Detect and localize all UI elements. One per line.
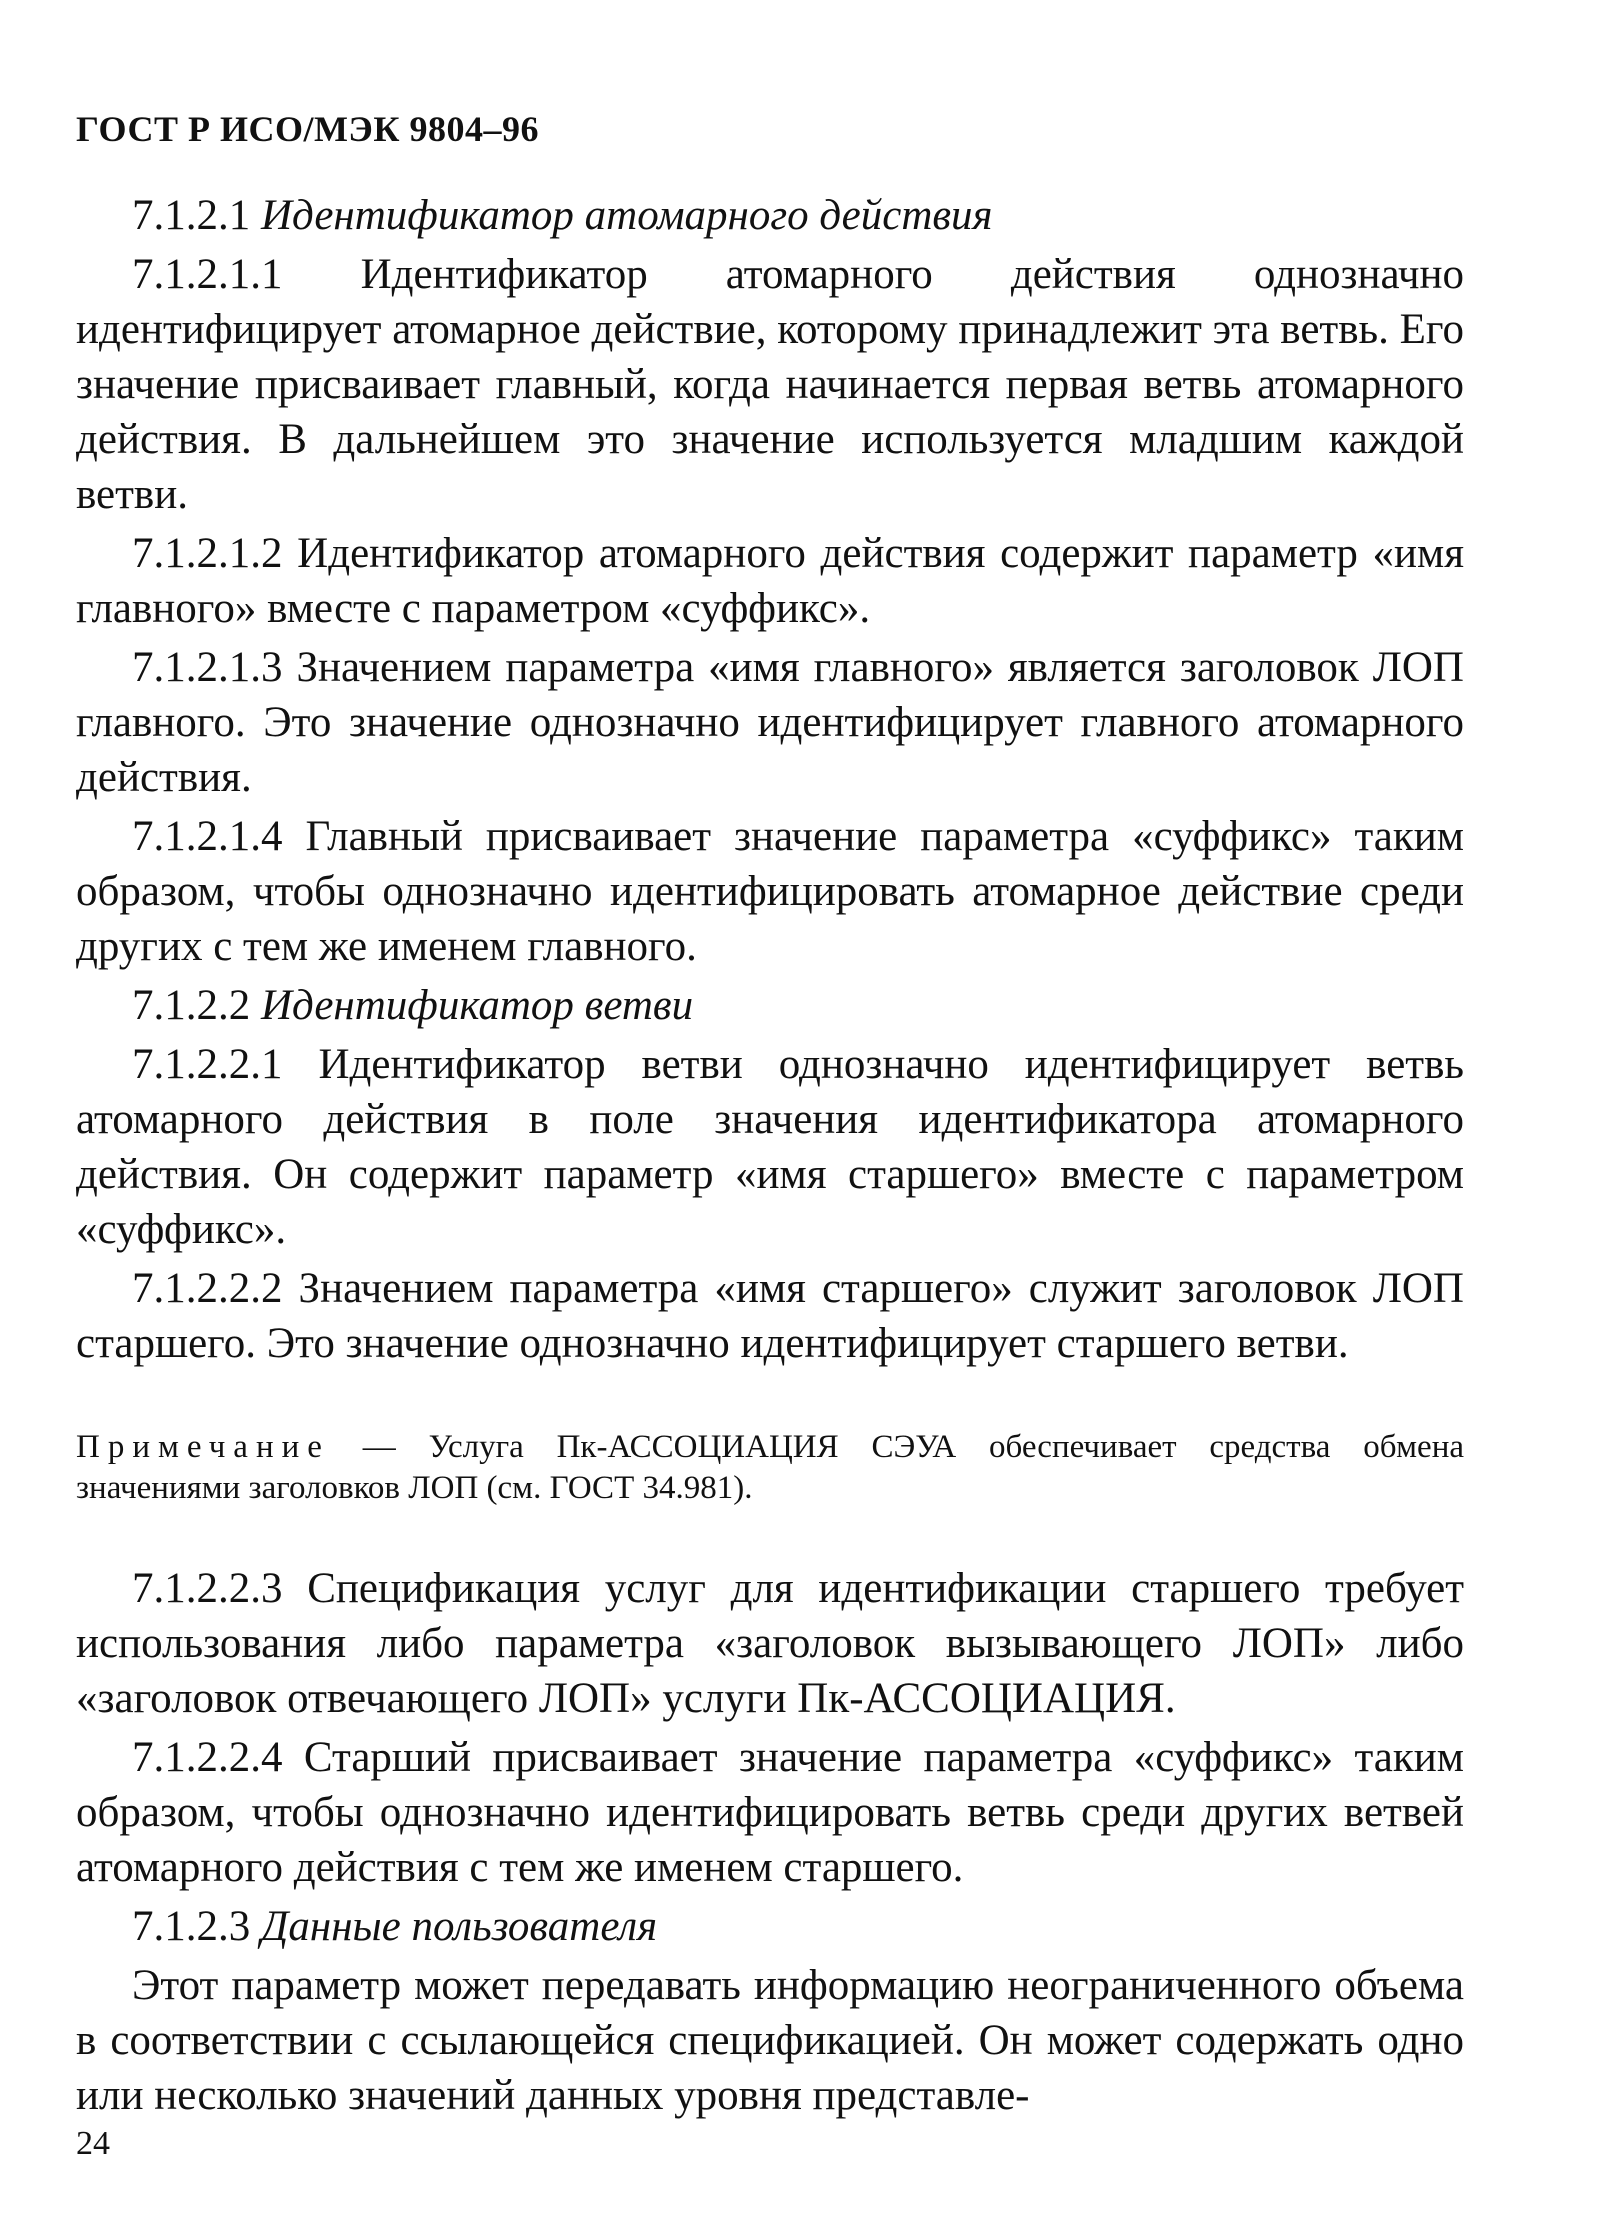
note-text: — Услуга Пк-АССОЦИАЦИЯ СЭУА обеспечивает средства обмена значениями заголовков ЛОП (см. ГОСТ 34.981).	[76, 1429, 1465, 1506]
paragraph-text: Идентификатор атомарного действия однозначно идентифицирует атомарное действие, которому принадлежит эта ветвь. Его значение присваивает главный, когда начинается первая ветвь атомарного действия. В дальнейшем это значение используется младшим каждой ветви.	[76, 251, 1464, 518]
paragraph-text: Этот параметр может передавать информацию неограниченного объема в соответствии с ссылающейся спецификацией. Он может содержать одно или несколько значений данных уровня представле-	[76, 1962, 1464, 2119]
paragraph-7-1-2-1-3	[76, 640, 1464, 805]
section-title: Идентификатор атомарного действия	[261, 192, 993, 239]
paragraph-number: 7.1.2.2.3	[132, 1565, 283, 1612]
paragraph-number: 7.1.2.1.3	[132, 644, 283, 691]
paragraph-text: Значением параметра «имя старшего» служит заголовок ЛОП старшего. Это значение однозначно идентифицирует старшего ветви.	[76, 1265, 1464, 1367]
page-number: 24	[76, 2125, 110, 2162]
paragraph-text: Главный присваивает значение параметра «суффикс» таким образом, чтобы однозначно идентифицировать атомарное действие среди других с тем же именем главного.	[76, 813, 1464, 970]
paragraph-number: 7.1.2.2.4	[132, 1734, 283, 1781]
paragraph-number: 7.1.2.1.1	[132, 251, 283, 298]
paragraph-text: Идентификатор ветви однозначно идентифицирует ветвь атомарного действия в поле значения идентификатора атомарного действия. Он содержит параметр «имя старшего» вместе с параметром «суффикс».	[76, 1041, 1464, 1253]
paragraph-text: Значением параметра «имя главного» является заголовок ЛОП главного. Это значение однозначно идентифицирует главного атомарного действия.	[76, 644, 1464, 801]
paragraph-number: 7.1.2.1.2	[132, 530, 283, 577]
document-body	[76, 188, 1464, 2127]
paragraph-7-1-2-2-3	[76, 1561, 1464, 1726]
paragraph-text: Старший присваивает значение параметра «суффикс» таким образом, чтобы однозначно идентифицировать ветвь среди других ветвей атомарного действия с тем же именем старшего.	[76, 1734, 1464, 1891]
section-number: 7.1.2.2	[132, 982, 251, 1029]
paragraph-7-1-2-2-2	[76, 1261, 1464, 1371]
section-title: Данные пользователя	[261, 1903, 658, 1950]
paragraph-7-1-2-1-2	[76, 526, 1464, 636]
paragraph-7-1-2-2-1	[76, 1037, 1464, 1257]
paragraph-text: Идентификатор атомарного действия содержит параметр «имя главного» вместе с параметром «суффикс».	[76, 530, 1464, 632]
document-header: ГОСТ Р ИСО/МЭК 9804–96	[76, 109, 539, 149]
section-number: 7.1.2.3	[132, 1903, 251, 1950]
paragraph-7-1-2-2-4	[76, 1730, 1464, 1895]
note-block	[76, 1427, 1464, 1509]
paragraph-number: 7.1.2.2.2	[132, 1265, 283, 1312]
paragraph-7-1-2-1-1	[76, 247, 1464, 522]
section-heading-7-1-2-2	[76, 978, 1464, 1033]
paragraph-number: 7.1.2.2.1	[132, 1041, 283, 1088]
section-heading-7-1-2-1	[76, 188, 1464, 243]
paragraph-text: Спецификация услуг для идентификации старшего требует использования либо параметра «заголовок вызывающего ЛОП» либо «заголовок отвечающего ЛОП» услуги Пк-АССОЦИАЦИЯ.	[76, 1565, 1465, 1722]
section-title: Идентификатор ветви	[261, 982, 694, 1029]
note-label: Примечание	[76, 1429, 330, 1465]
paragraph-number: 7.1.2.1.4	[132, 813, 283, 860]
paragraph-7-1-2-1-4	[76, 809, 1464, 974]
section-number: 7.1.2.1	[132, 192, 251, 239]
section-heading-7-1-2-3	[76, 1899, 1464, 1954]
paragraph-user-data	[76, 1958, 1464, 2123]
